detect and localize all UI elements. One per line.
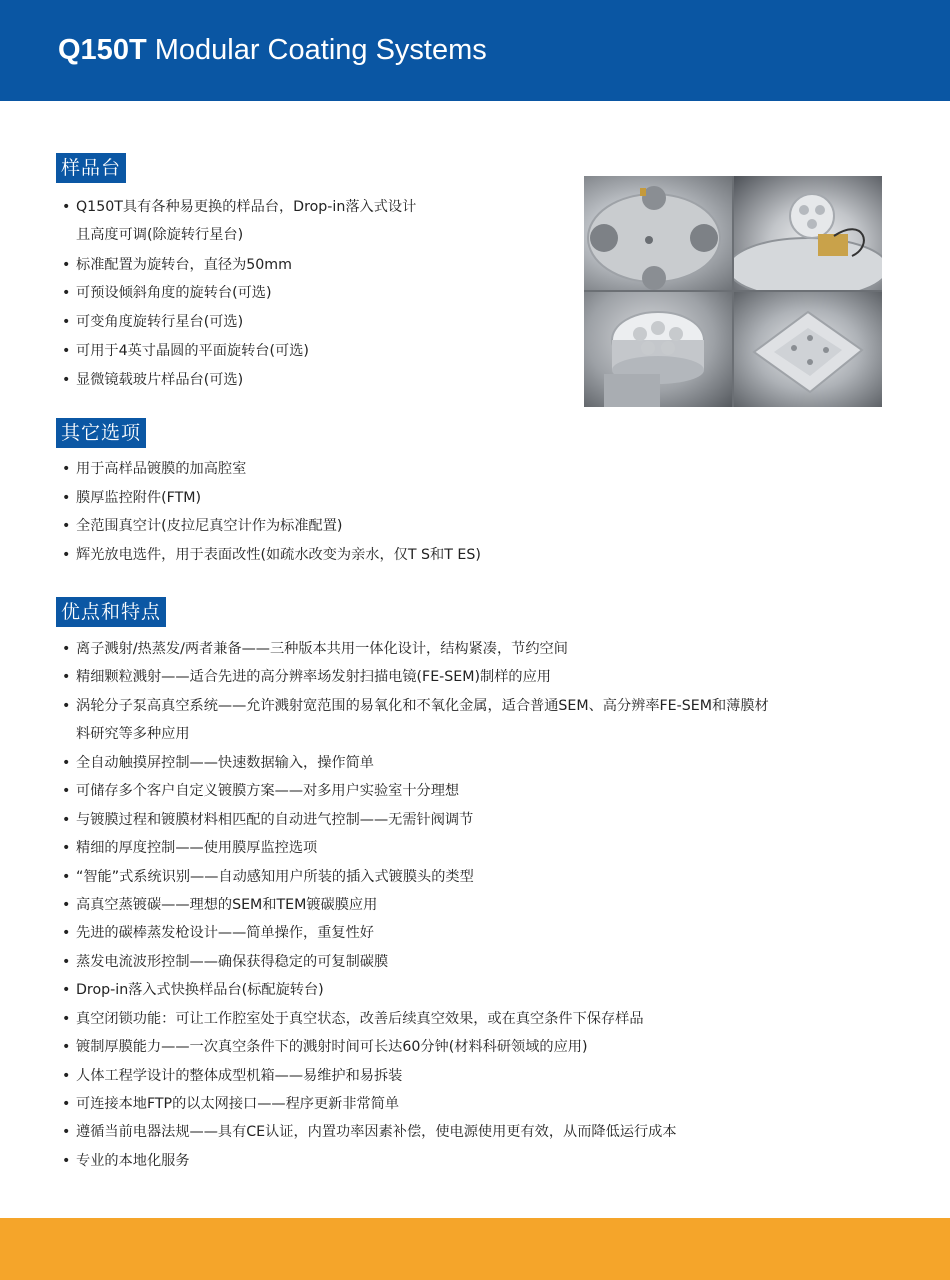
item-text: 镀制厚膜能力——一次真空条件下的溅射时间可长达60分钟(材料科研领域的应用) [76, 1039, 588, 1056]
list-item [62, 692, 769, 749]
item-text: 精细的厚度控制——使用膜厚监控选项 [76, 840, 318, 857]
wafer-stage-photo [734, 292, 882, 407]
item-text: 可用于4英寸晶圆的平面旋转台(可选) [76, 342, 309, 359]
list-item [62, 1005, 769, 1033]
item-text: 膜厚监控附件(FTM) [76, 489, 202, 506]
tilted-stage-photo [584, 292, 732, 407]
item-text: Q150T具有各种易更换的样品台，Drop-in落入式设计 [76, 199, 417, 215]
item-text: 遵循当前电器法规——具有CE认证，内置功率因素补偿，使电源使用更有效，从而降低运行成本 [76, 1124, 677, 1141]
title-text: Modular Coating Systems [146, 34, 487, 66]
item-text: 用于高样品镀膜的加高腔室 [76, 461, 247, 477]
item-text: “智能”式系统识别——自动感知用户所装的插入式镀膜头的类型 [76, 868, 474, 885]
list-item [62, 512, 481, 541]
item-text: 真空闭锁功能：可让工作腔室处于真空状态，改善后续真空效果，或在真空条件下保存样品 [76, 1010, 644, 1027]
item-text: 与镀膜过程和镀膜材料相匹配的自动进气控制——无需针阀调节 [76, 811, 474, 828]
list-item [62, 1147, 769, 1175]
list-item [62, 663, 769, 691]
planetary-stage-photo [734, 176, 882, 290]
list-item [62, 749, 769, 777]
list-item [62, 1062, 769, 1090]
section-title-features: 优点和特点 [56, 597, 166, 627]
list-item [62, 279, 416, 308]
item-text: 辉光放电选件，用于表面改性(如疏水改变为亲水，仅T S和T ES) [76, 547, 481, 564]
item-text: 先进的碳棒蒸发枪设计——简单操作，重复性好 [76, 925, 374, 942]
list-item [62, 1090, 769, 1118]
item-text: Drop-in落入式快换样品台(标配旋转台) [76, 982, 324, 999]
page-header [0, 0, 950, 101]
item-text: 高真空蒸镀碳——理想的SEM和TEM镀碳膜应用 [76, 896, 378, 913]
title-model: Q150T [58, 34, 147, 66]
other-options-list [62, 455, 481, 570]
rotary-stage-photo [584, 176, 732, 290]
item-continuation: 料研究等多种应用 [76, 725, 190, 742]
list-item [62, 455, 481, 484]
item-text: 显微镜载玻片样品台(可选) [76, 371, 244, 388]
list-item [62, 976, 769, 1004]
list-item [62, 541, 481, 570]
item-text: 可变角度旋转行星台(可选) [76, 314, 244, 331]
list-item [62, 193, 416, 251]
item-text: 全自动触摸屏控制——快速数据输入，操作简单 [76, 754, 374, 771]
page-footer-band [0, 1218, 950, 1280]
item-text: 标准配置为旋转台，直径为50mm [76, 256, 292, 273]
section-title-sample-stage: 样品台 [56, 153, 126, 183]
list-item [62, 1118, 769, 1146]
section-title-other-options: 其它选项 [56, 418, 146, 448]
list-item [62, 777, 769, 805]
list-item [62, 891, 769, 919]
item-text: 可预设倾斜角度的旋转台(可选) [76, 285, 272, 302]
item-text: 精细颗粒溅射——适合先进的高分辨率场发射扫描电镜(FE-SEM)制样的应用 [76, 669, 551, 686]
item-text: 人体工程学设计的整体成型机箱——易维护和易拆装 [76, 1067, 403, 1084]
sample-stage-list [62, 193, 416, 395]
list-item [62, 484, 481, 513]
item-text: 可连接本地FTP的以太网接口——程序更新非常简单 [76, 1096, 400, 1113]
list-item [62, 919, 769, 947]
list-item [62, 366, 416, 395]
list-item [62, 806, 769, 834]
list-item [62, 251, 416, 280]
features-list [62, 635, 769, 1175]
item-text: 可储存多个客户自定义镀膜方案——对多用户实验室十分理想 [76, 783, 460, 800]
item-text: 涡轮分子泵高真空系统——允许溅射宽范围的易氧化和不氧化金属，适合普通SEM、高分辨率FE-SEM和薄膜材 [76, 697, 769, 714]
list-item [62, 635, 769, 663]
item-continuation: 且高度可调(除旋转行星台) [76, 227, 244, 243]
list-item [62, 308, 416, 337]
list-item [62, 337, 416, 366]
list-item [62, 863, 769, 891]
page-title [58, 34, 487, 67]
item-text: 离子溅射/热蒸发/两者兼备——三种版本共用一体化设计，结构紧凑，节约空间 [76, 641, 568, 657]
item-text: 蒸发电流波形控制——确保获得稳定的可复制碳膜 [76, 953, 389, 970]
item-text: 全范围真空计(皮拉尼真空计作为标准配置) [76, 518, 343, 535]
list-item [62, 1033, 769, 1061]
list-item [62, 948, 769, 976]
sample-stage-photos [584, 176, 882, 407]
list-item [62, 834, 769, 862]
item-text: 专业的本地化服务 [76, 1152, 190, 1169]
